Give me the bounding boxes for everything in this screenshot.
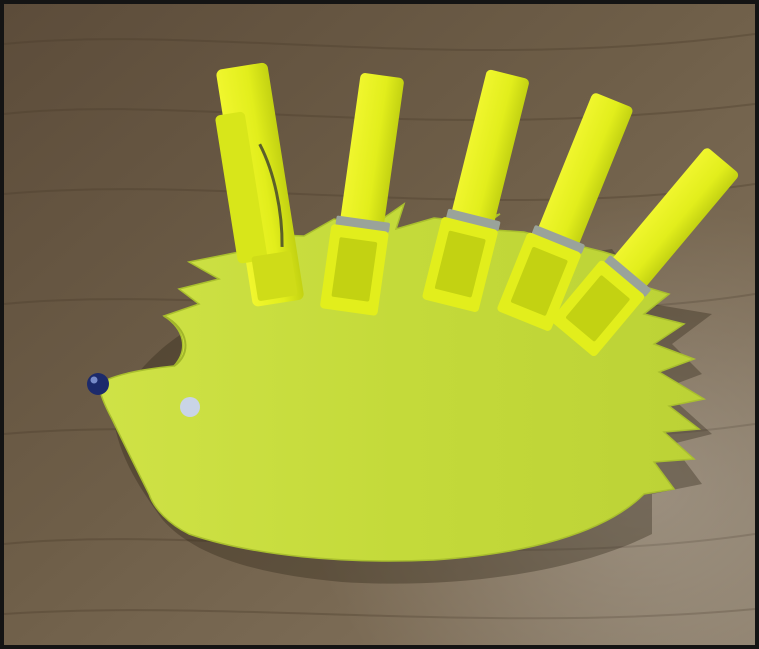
nose-bead <box>87 373 109 395</box>
hedgehog-photo <box>4 4 755 645</box>
eye-dot <box>180 397 200 417</box>
